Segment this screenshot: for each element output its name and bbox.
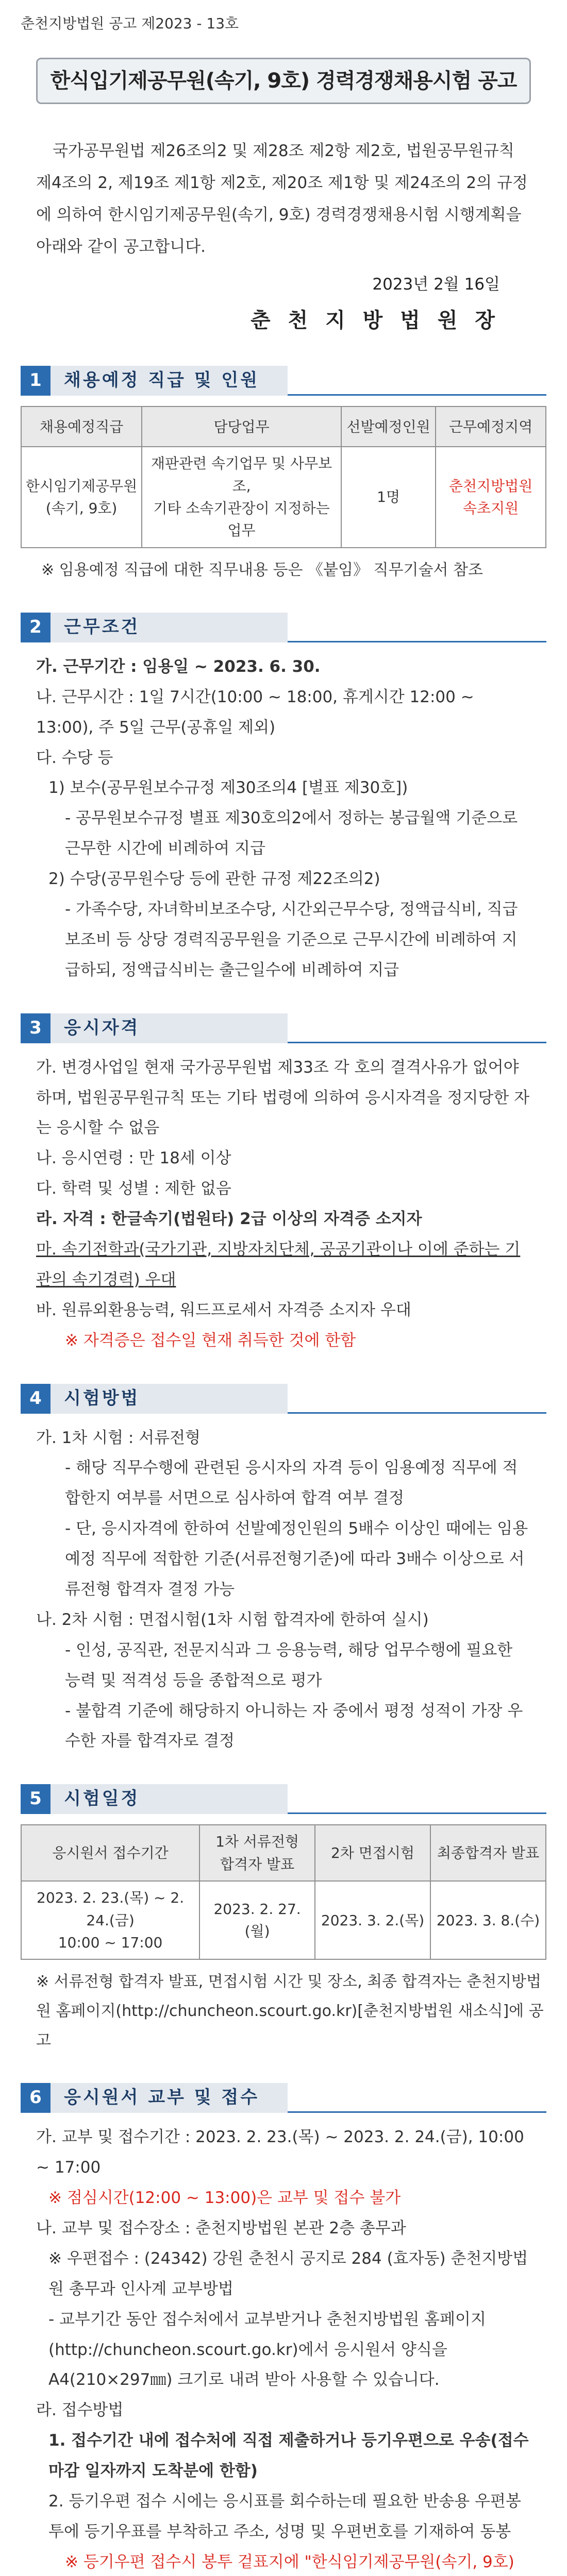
section-rule	[288, 613, 546, 642]
section-application	[21, 2083, 546, 2576]
table-cell: 2023. 2. 27.(월)	[199, 1881, 315, 1959]
list-item: 2. 등기우편 접수 시에는 응시표를 회수하는데 필요한 반송용 우편봉투에 등기우표를 부착하고 주소, 성명 및 우편번호를 기재하여 동봉	[48, 2492, 521, 2541]
table-header-cell: 1차 서류전형 합격자 발표	[199, 1825, 315, 1881]
section-positions	[21, 366, 546, 585]
list-item: 2) 수당(공무원수당 등에 관한 규정 제22조의2)	[48, 870, 380, 889]
section-header	[21, 1784, 546, 1814]
table-header-cell: 근무예정지역	[436, 406, 546, 447]
section-exam-method	[21, 1384, 546, 1757]
section-number: 6	[21, 2083, 51, 2113]
list-item: - 불합격 기준에 해당하지 아니하는 자 중에서 평정 성적이 가장 우수한 자를 합격자로 결정	[65, 1701, 523, 1751]
list-item: 다. 수당 등	[36, 748, 113, 767]
schedule-table	[21, 1824, 546, 1960]
section-title: 시험일정	[51, 1784, 288, 1814]
section-title: 시험방법	[51, 1384, 288, 1414]
section-body	[21, 2113, 546, 2576]
table-cell: 2023. 3. 2.(목)	[315, 1881, 430, 1959]
list-item: 라. 접수방법	[36, 2401, 124, 2420]
section-rule	[288, 2083, 546, 2113]
section-rule	[288, 1384, 546, 1414]
positions-note: ※ 임용예정 직급에 대한 직무내용 등은 《붙임》 직무기술서 참조	[41, 561, 483, 579]
list-item: 라. 자격 : 한글속기(법원타) 2급 이상의 자격증 소지자	[36, 1210, 422, 1229]
list-item: 나. 교부 및 접수장소 : 춘천지방법원 본관 2층 총무과	[36, 2218, 406, 2238]
table-cell: 한시임기제공무원 (속기, 9호)	[21, 447, 142, 548]
list-item: - 해당 직무수행에 관련된 응시자의 자격 등이 임용예정 직무에 적합한지 여부를 서면으로 심사하여 합격 여부 결정	[65, 1459, 518, 1508]
section-schedule	[21, 1784, 546, 2055]
list-item: - 공무원보수규정 별표 제30호의2에서 정하는 봉급월액 기준으로 근무한 시간에 비례하여 지급	[65, 809, 518, 858]
section-body	[21, 1043, 546, 1356]
list-item: ※ 우편접수 : (24342) 강원 춘천시 공지로 284 (효자동) 춘천지방법원 총무과 인사계 교부방법	[48, 2249, 528, 2298]
table-cell: 1명	[341, 447, 436, 548]
section-body	[21, 1414, 546, 1757]
section-title: 채용예정 직급 및 인원	[51, 366, 288, 396]
table-header-row	[21, 406, 546, 447]
section-conditions	[21, 613, 546, 986]
section-header	[21, 1013, 546, 1043]
section-body	[21, 642, 546, 986]
list-item: 1. 접수기간 내에 접수처에 직접 제출하거나 등기우편으로 우송(접수마감 일자까지 도착분에 한함)	[48, 2431, 529, 2481]
table-row	[21, 1881, 546, 1959]
section-header	[21, 613, 546, 642]
page-title: 한식입기제공무원(속기, 9호) 경력경쟁채용시험 공고	[36, 58, 531, 104]
section-number: 5	[21, 1784, 51, 1814]
schedule-note: ※ 서류전형 합격자 발표, 면접시험 시간 및 장소, 최종 합격자는 춘천지방법원 홈페이지(http://chuncheon.scourt.go.kr)[춘천지방법원 새소식]에 공고	[36, 1973, 544, 2050]
table-header-cell: 담당업무	[142, 406, 341, 447]
list-item: 가. 변경사업일 현재 국가공무원법 제33조 각 호의 결격사유가 없어야 하며, 법원공무원규칙 또는 기타 법령에 의하여 응시자격을 정지당한 자는 응시할 수 없음	[36, 1058, 530, 1138]
section-number: 1	[21, 366, 51, 396]
list-item: ※ 자격증은 접수일 현재 취득한 것에 한함	[65, 1331, 356, 1350]
notice-number: 춘천지방법원 공고 제2023 - 13호	[21, 15, 239, 32]
section-header	[21, 1384, 546, 1414]
list-item: 가. 1차 시험 : 서류전형	[36, 1428, 201, 1447]
list-item: 마. 속기전학과(국가기관, 지방자치단체, 공공기관이나 이에 준하는 기관의 속기경력) 우대	[36, 1240, 521, 1289]
issuer: 춘 천 지 방 법 원 장	[250, 309, 500, 333]
list-item: 나. 응시연령 : 만 18세 이상	[36, 1149, 231, 1168]
section-rule	[288, 366, 546, 396]
section-title: 응시원서 교부 및 접수	[51, 2083, 288, 2113]
intro-paragraph: 국가공무원법 제26조의2 및 제28조 제2항 제2호, 법원공무원규칙 제4조의 2, 제19조 제1항 제2호, 제20조 제1항 및 제24조의 2의 규정에 의하여 한시임기제공무원(속기, 9호) 경력경쟁채용시험 시행계획을 아래와 같이 공고합니다.	[36, 141, 528, 256]
table-header-cell: 선발예정인원	[341, 406, 436, 447]
notice-date: 2023년 2월 16일	[372, 275, 500, 294]
section-number: 3	[21, 1013, 51, 1043]
list-item: - 교부기간 동안 접수처에서 교부받거나 춘천지방법원 홈페이지(http://chuncheon.scourt.go.kr)에서 응시원서 양식을 A4(210×297㎜) 크기로 내려 받아 사용할 수 있습니다.	[48, 2310, 486, 2389]
list-item: 바. 원류외환용능력, 워드프로세서 자격증 소지자 우대	[36, 1300, 411, 1319]
section-eligibility	[21, 1013, 546, 1356]
table-header-row	[21, 1825, 546, 1881]
list-item: 나. 근무시간 : 1일 7시간(10:00 ~ 18:00, 휴게시간 12:00 ~ 13:00), 주 5일 근무(공휴일 제외)	[36, 687, 474, 737]
table-header-cell: 2차 면접시험	[315, 1825, 430, 1881]
section-title: 근무조건	[51, 613, 288, 642]
table-cell: 2023. 3. 8.(수)	[430, 1881, 546, 1959]
list-item: ※ 등기우편 접수시 봉투 겉표지에 "한식임기제공무원(속기, 9호)	[65, 2552, 514, 2571]
list-item: 가. 교부 및 접수기간 : 2023. 2. 23.(목) ~ 2023. 2. 24.(금), 10:00 ~ 17:00	[36, 2128, 524, 2177]
table-cell: 2023. 2. 23.(목) ~ 2. 24.(금) 10:00 ~ 17:00	[21, 1881, 199, 1959]
list-item: 다. 학력 및 성별 : 제한 없음	[36, 1179, 231, 1198]
list-item: 1) 보수(공무원보수규정 제30조의4 [별표 제30호])	[48, 778, 408, 798]
list-item: 가. 근무기간 : 임용일 ~ 2023. 6. 30.	[36, 657, 321, 676]
table-row	[21, 447, 546, 548]
section-number: 4	[21, 1384, 51, 1414]
section-rule	[288, 1013, 546, 1043]
section-rule	[288, 1784, 546, 1814]
list-item: 나. 2차 시험 : 면접시험(1차 시험 합격자에 한하여 실시)	[36, 1610, 429, 1629]
section-number: 2	[21, 613, 51, 642]
list-item: - 단, 응시자격에 한하여 선발예정인원의 5배수 이상인 때에는 임용예정 직무에 적합한 기준(서류전형기준)에 따라 3배수 이상으로 서류전형 합격자 결정 가능	[65, 1519, 528, 1599]
section-title: 응시자격	[51, 1013, 288, 1043]
table-header-cell: 채용예정직급	[21, 406, 142, 447]
list-item: ※ 점심시간(12:00 ~ 13:00)은 교부 및 접수 불가	[48, 2189, 401, 2208]
table-header-cell: 최종합격자 발표	[430, 1825, 546, 1881]
table-header-cell: 응시원서 접수기간	[21, 1825, 199, 1881]
section-header	[21, 366, 546, 396]
positions-table	[21, 406, 546, 548]
table-cell: 춘천지방법원 속초지원	[436, 447, 546, 548]
table-cell: 재판관련 속기업무 및 사무보조, 기타 소속기관장이 지정하는 업무	[142, 447, 341, 548]
list-item: - 인성, 공직관, 전문지식과 그 응용능력, 해당 업무수행에 필요한 능력 및 적격성 등을 종합적으로 평가	[65, 1640, 513, 1690]
list-item: - 가족수당, 자녀학비보조수당, 시간외근무수당, 정액급식비, 직급보조비 등 상당 경력직공무원을 기준으로 근무시간에 비례하여 지급하되, 정액급식비는 출근일수에 비례하여 지급	[65, 900, 518, 979]
section-header	[21, 2083, 546, 2113]
